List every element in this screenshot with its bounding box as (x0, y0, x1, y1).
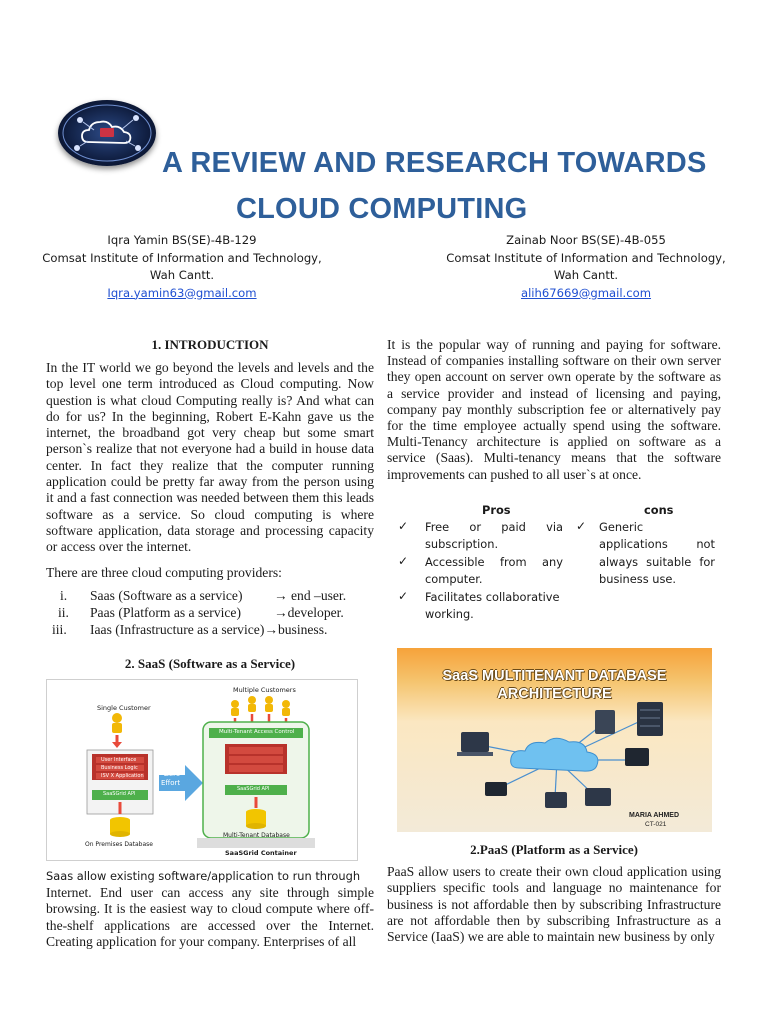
author-name: Iqra Yamin BS(SE)-4B-129 (107, 233, 257, 247)
phone-icon (485, 782, 507, 796)
list-item: Saas (Software as a service) (90, 588, 243, 603)
check-icon: ✓ (398, 589, 409, 603)
introduction-paragraph: In the IT world we go beyond the levels and levels and the top level one term introduced as Cloud computing. Now question is what cloud Computing really is? And what can do for us? In the beginning, Robert E-Kahn gave us the internet, the broadband got very cheap but some smart person`s realize that not everyone had a build in house data center. In fact they realize that the computer running application could be pretty far away from the person using it and a fast connection was needed between them this leads software as a service. So cloud computing is where software application, data storage and processing capacity or access over the internet. (46, 360, 374, 555)
banner-credit-name: MARIA AHMED (629, 812, 680, 819)
fig-on-premises-db: On Premises Database (85, 841, 153, 848)
pros-item: Free or paid via subscription. (425, 520, 563, 552)
cons-list (576, 519, 721, 599)
fig-saasgrid-api: SaaSGrid API (103, 791, 136, 797)
fig-user-interface: User Interface (101, 757, 137, 763)
pros-title: Pros (482, 503, 511, 517)
check-icon: ✓ (576, 519, 587, 533)
cloud-logo (58, 100, 156, 166)
author-block-1 (22, 232, 342, 302)
list-number: iii. (52, 622, 67, 637)
banner-title-line2: ARCHITECTURE (497, 686, 612, 702)
list-item-role: →developer. (274, 605, 344, 620)
fig-business-logic: Business Logic (101, 765, 138, 771)
laptop-icon (461, 732, 489, 752)
saas-architecture-figure (46, 679, 358, 861)
pros-item: Facilitates collaborative working. (425, 590, 560, 622)
saas-paragraph-lead: Saas allow existing software/application to run through (46, 869, 361, 883)
tablet-icon (545, 792, 567, 808)
server-icon (637, 702, 663, 736)
banner-title-line1: SaaS MULTITENANT DATABASE (442, 668, 667, 684)
section-heading-introduction: 1. INTRODUCTION (151, 337, 269, 352)
fig-isv-application: ISV X Application (101, 773, 144, 779)
author-block-2 (426, 232, 746, 302)
list-item: Iaas (Infrastructure as a service)→business. (90, 622, 328, 637)
author-institute: Comsat Institute of Information and Technology, (446, 250, 726, 265)
section-heading-saas: 2. SaaS (Software as a Service) (124, 656, 296, 671)
fig-saasgrid-api-right: SaaSGrid API (237, 786, 270, 792)
pros-list (398, 519, 568, 629)
list-item-role: → end –user. (274, 588, 347, 603)
fig-multi-tenant-db: Multi-Tenant Database (223, 832, 290, 839)
paas-heading-text: PaaS (Platform as a Service) (479, 842, 638, 857)
check-icon: ✓ (398, 554, 409, 568)
cloud-icon (58, 100, 156, 166)
saas-paragraph: Internet. End user can access any site through simple browsing. It is the easiest way to cloud compute where off-the-shelf applications are accessed over the Internet. Creating application for your company. Enterprises of all (46, 885, 374, 949)
paper-title-line2: CLOUD COMPUTING (236, 193, 528, 225)
saas-description-paragraph: It is the popular way of running and paying for software. Instead of companies installing software on their own server they open account on server own operate by the software as a service provider and instead of licensing and paying, company pay monthly subscription fee or alternatively pay for the time employee actually spend using the software. Multi-Tenancy architecture is applied on software as a service (Saas). Multi-tenancy means that the software improvements can pushed to all user`s at once. (387, 337, 721, 482)
cloud-network-illustration (397, 648, 712, 832)
fig-single-customer: Single Customer (97, 704, 151, 712)
list-item: Paas (Platform as a service) (90, 605, 241, 620)
author-institute: Comsat Institute of Information and Technology, (42, 250, 322, 265)
fig-saasgrid-container: SaaSGrid Container (225, 849, 297, 857)
cons-title: cons (644, 503, 674, 517)
fig-zero: Zero (164, 770, 181, 778)
fig-effort: Effort (161, 779, 181, 787)
list-number: i. (60, 588, 68, 603)
laptop-icon (585, 788, 611, 806)
fig-multiple-customers: Multiple Customers (233, 686, 296, 694)
server-icon (595, 710, 615, 734)
author-email-link[interactable]: Iqra.yamin63@gmail.com (107, 285, 257, 300)
author-city: Wah Cantt. (553, 268, 619, 282)
pros-item: Accessible from any computer. (425, 555, 563, 587)
author-city: Wah Cantt. (149, 268, 215, 282)
saas-diagram (47, 680, 357, 860)
check-icon: ✓ (398, 519, 409, 533)
section-heading-paas (387, 842, 721, 858)
monitor-icon (625, 748, 649, 766)
saas-multitenant-banner (397, 648, 712, 832)
paper-title-line1: A REVIEW AND RESEARCH TOWARDS (162, 147, 707, 179)
paas-heading-number: 2. (470, 842, 480, 857)
providers-list (46, 588, 374, 644)
person-icon (112, 713, 122, 723)
providers-intro: There are three cloud computing providers: (46, 565, 282, 580)
fig-multi-tenant-access: Multi-Tenant Access Control (219, 729, 295, 735)
cons-item: Generic applications not always suitable for business use. (599, 520, 715, 587)
paas-paragraph: PaaS allow users to create their own cloud application using suppliers specific tools and language no maintenance for business is not affordable then by subscribing Infrastructure are not affordable then by subscribing Infrastructure as a Service (IaaS) we are able to maintain new business by only (387, 864, 721, 945)
author-name: Zainab Noor BS(SE)-4B-055 (506, 233, 666, 247)
list-number: ii. (58, 605, 69, 620)
author-email-link[interactable]: alih67669@gmail.com (520, 285, 652, 300)
banner-credit-id: CT-021 (645, 821, 667, 828)
